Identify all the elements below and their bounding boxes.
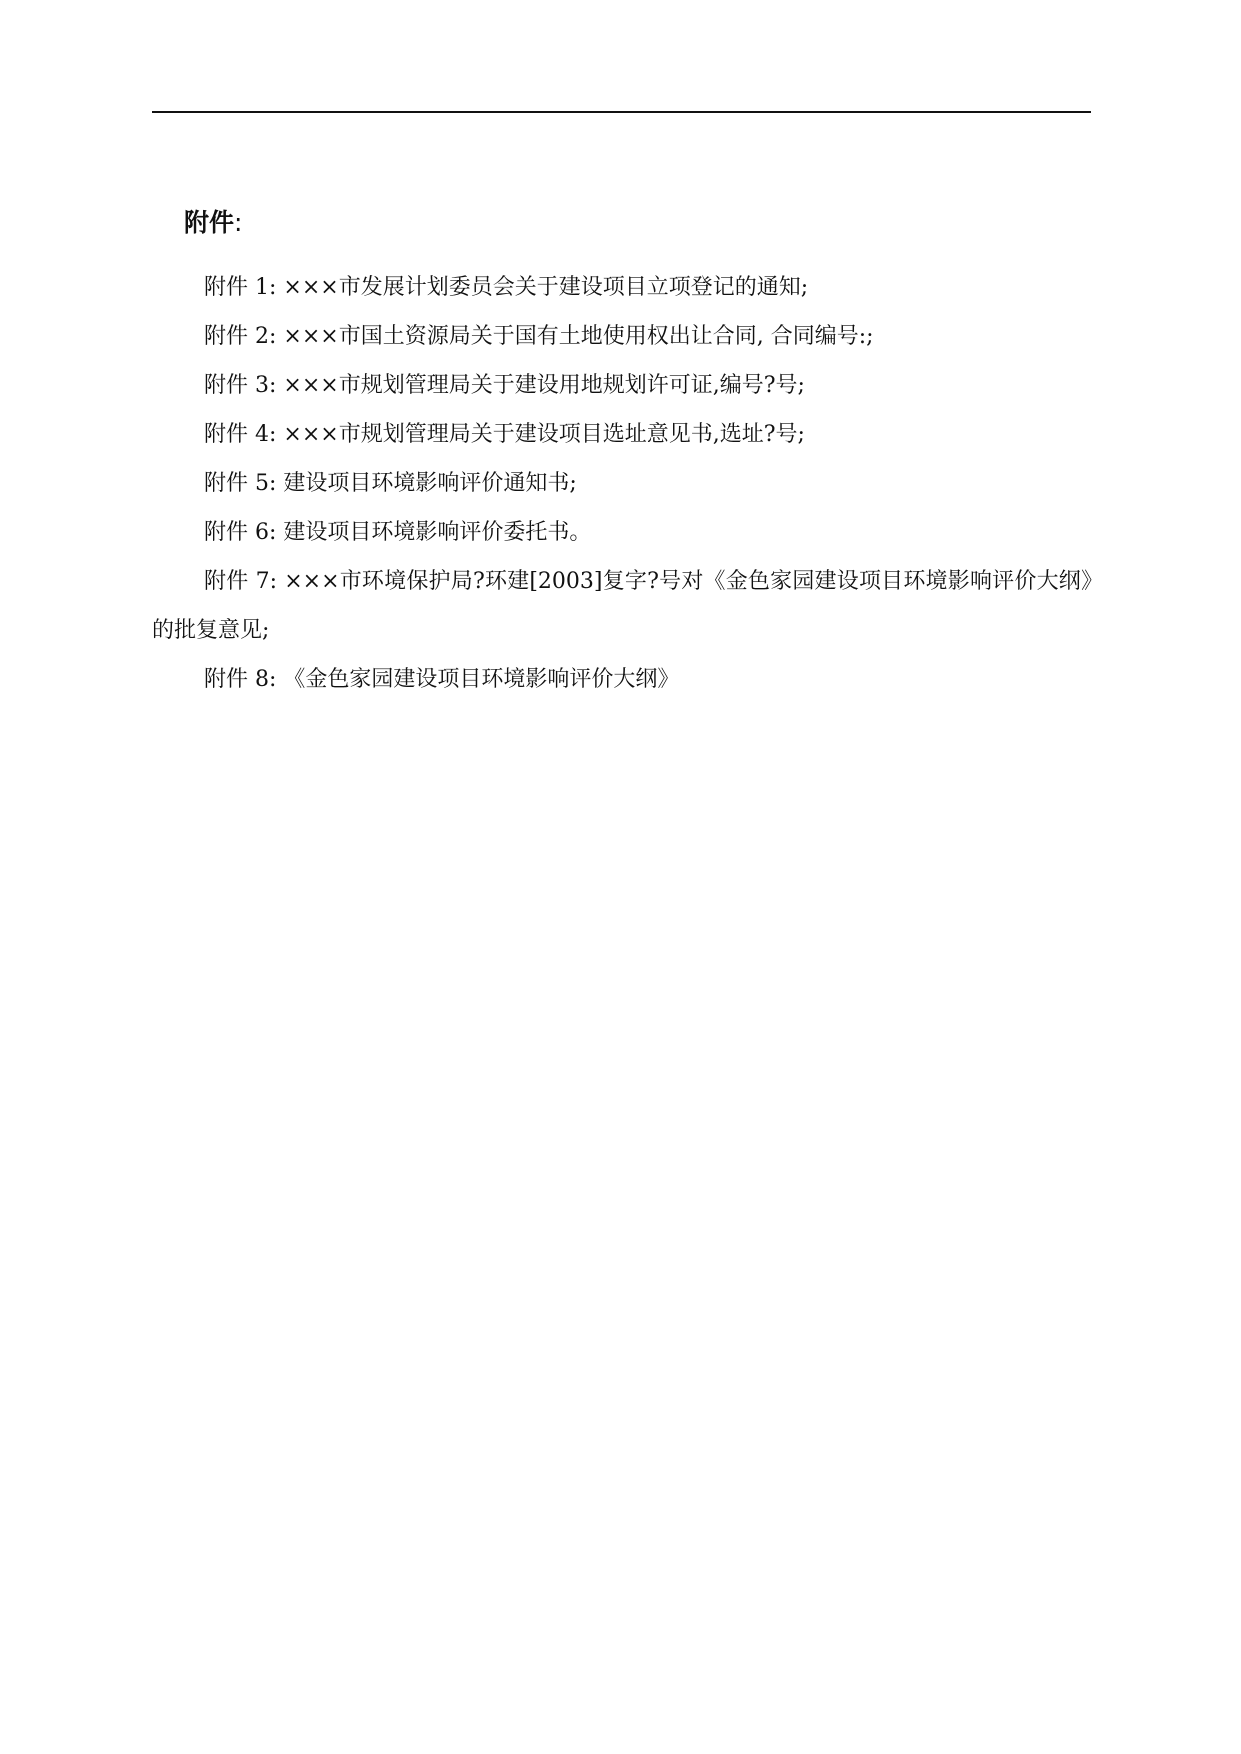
attachment-item-5 bbox=[152, 459, 1092, 508]
attachment-item-4 bbox=[152, 410, 1092, 459]
attachment-text: 《金色家园建设项目环境影响评价大纲》 bbox=[283, 667, 680, 692]
header-rule bbox=[152, 111, 1091, 113]
attachment-item-3 bbox=[152, 361, 1092, 410]
attachment-text: 建设项目环境影响评价通知书; bbox=[283, 471, 577, 496]
heading-text: 附件 bbox=[184, 208, 235, 237]
attachment-label: 附件 4: bbox=[204, 422, 284, 447]
attachment-label: 附件 3: bbox=[204, 373, 284, 398]
attachment-label: 附件 8: bbox=[204, 667, 284, 692]
attachment-item-1 bbox=[152, 263, 1092, 312]
attachment-text: ×××市规划管理局关于建设项目选址意见书,选址?号; bbox=[283, 422, 805, 447]
attachment-list bbox=[152, 263, 1092, 704]
attachment-text: ×××市发展计划委员会关于建设项目立项登记的通知; bbox=[283, 275, 809, 300]
attachment-item-2 bbox=[152, 312, 1092, 361]
attachment-label: 附件 7: bbox=[204, 569, 285, 594]
attachment-item-8 bbox=[152, 655, 1092, 704]
heading-colon: : bbox=[234, 208, 243, 237]
section-heading bbox=[184, 206, 242, 240]
attachment-text: ×××市环境保护局?环建[2003]复字?号对《金色家园建设项目环境影响评价大纲》的批复意见; bbox=[152, 569, 1092, 643]
attachment-label: 附件 5: bbox=[204, 471, 284, 496]
attachment-item-7 bbox=[152, 557, 1092, 655]
attachment-label: 附件 2: bbox=[204, 324, 284, 349]
attachment-text: ×××市国土资源局关于国有土地使用权出让合同, 合同编号:; bbox=[283, 324, 874, 349]
attachment-item-6 bbox=[152, 508, 1092, 557]
attachment-text: ×××市规划管理局关于建设用地规划许可证,编号?号; bbox=[283, 373, 805, 398]
attachment-text: 建设项目环境影响评价委托书。 bbox=[283, 520, 592, 545]
attachment-label: 附件 6: bbox=[204, 520, 284, 545]
attachment-label: 附件 1: bbox=[204, 275, 284, 300]
